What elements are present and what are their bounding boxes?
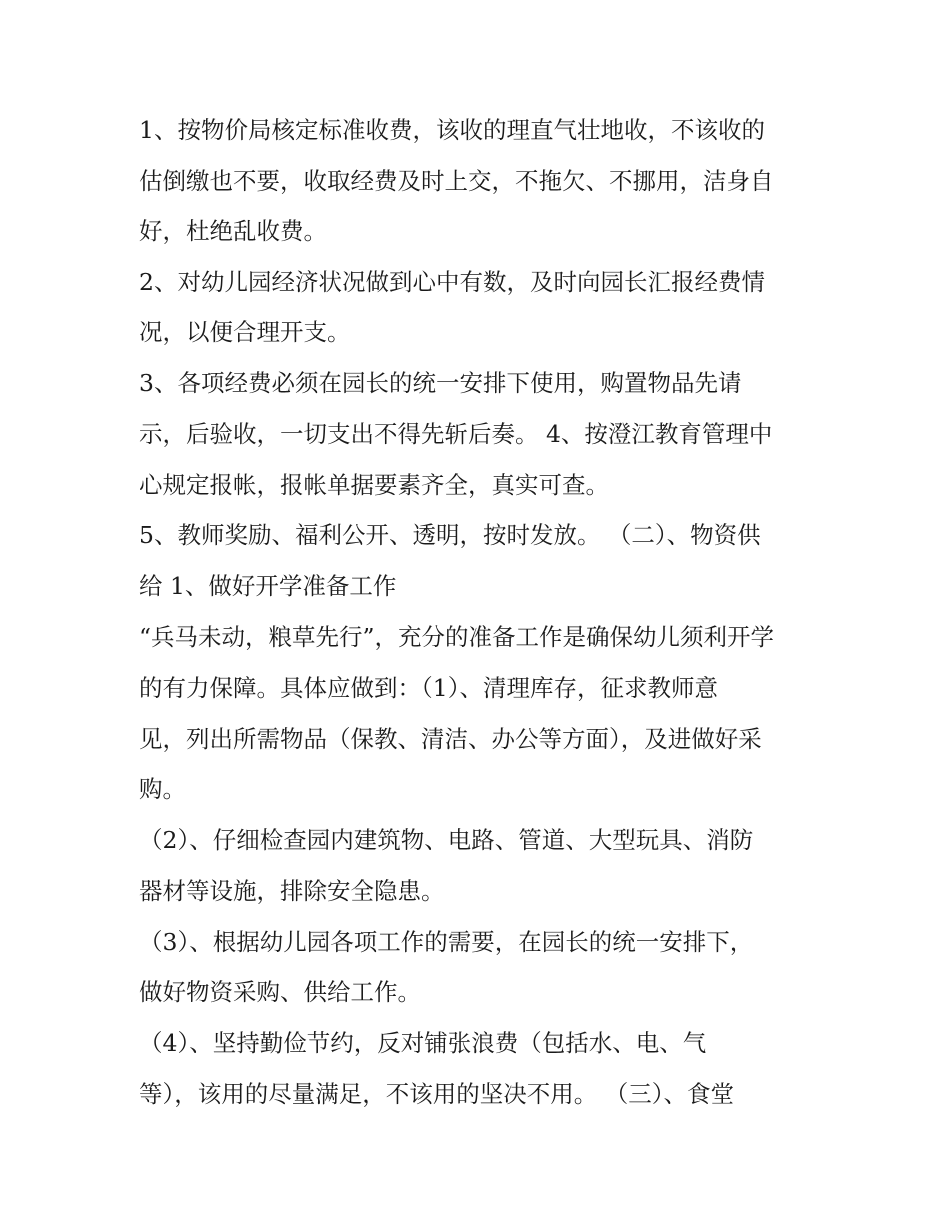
text-line: 给 1、做好开学准备工作 [139,572,397,600]
text-line: 的有力保障。具体应做到：（1）、清理库存，征求教师意 [139,674,718,702]
text-line: （2）、仔细检查园内建筑物、电路、管道、大型玩具、消防 [139,826,754,854]
text-line: （3）、根据幼儿园各项工作的需要，在园长的统一安排下， [139,928,754,956]
text-line: 器材等设施，排除安全隐患。 [139,877,445,905]
text-line: 5、教师奖励、福利公开、透明，按时发放。 （二）、物资供 [139,521,761,549]
text-line: 估倒缴也不要，收取经费及时上交，不拖欠、不挪用，洁身自 [139,167,774,195]
text-line: 做好物资采购、供给工作。 [139,978,421,1006]
text-line: 购。 [139,775,186,803]
text-line: 等），该用的尽量满足，不该用的坚决不用。 （三）、食堂 [139,1080,734,1108]
text-line: 见，列出所需物品（保教、清洁、办公等方面），及进做好采 [139,725,762,753]
text-line: 3、各项经费必须在园长的统一安排下使用，购置物品先请 [139,369,742,397]
text-line: 况，以便合理开支。 [139,318,351,346]
text-line: 2、对幼儿园经济状况做到心中有数，及时向园长汇报经费情 [139,268,765,296]
text-line: 1、按物价局核定标准收费，该收的理直气壮地收，不该收的 [139,116,765,144]
text-line: （4）、坚持勤俭节约，反对铺张浪费（包括水、电、气 [139,1029,707,1057]
text-line: 心规定报帐，报帐单据要素齐全，真实可查。 [139,471,609,499]
text-line: 好，杜绝乱收费。 [139,217,327,245]
text-line: “兵马未动，粮草先行”，充分的准备工作是确保幼儿须利开学 [139,623,775,651]
text-line: 示，后验收，一切支出不得先斩后奏。 4、按澄江教育管理中 [139,420,773,448]
